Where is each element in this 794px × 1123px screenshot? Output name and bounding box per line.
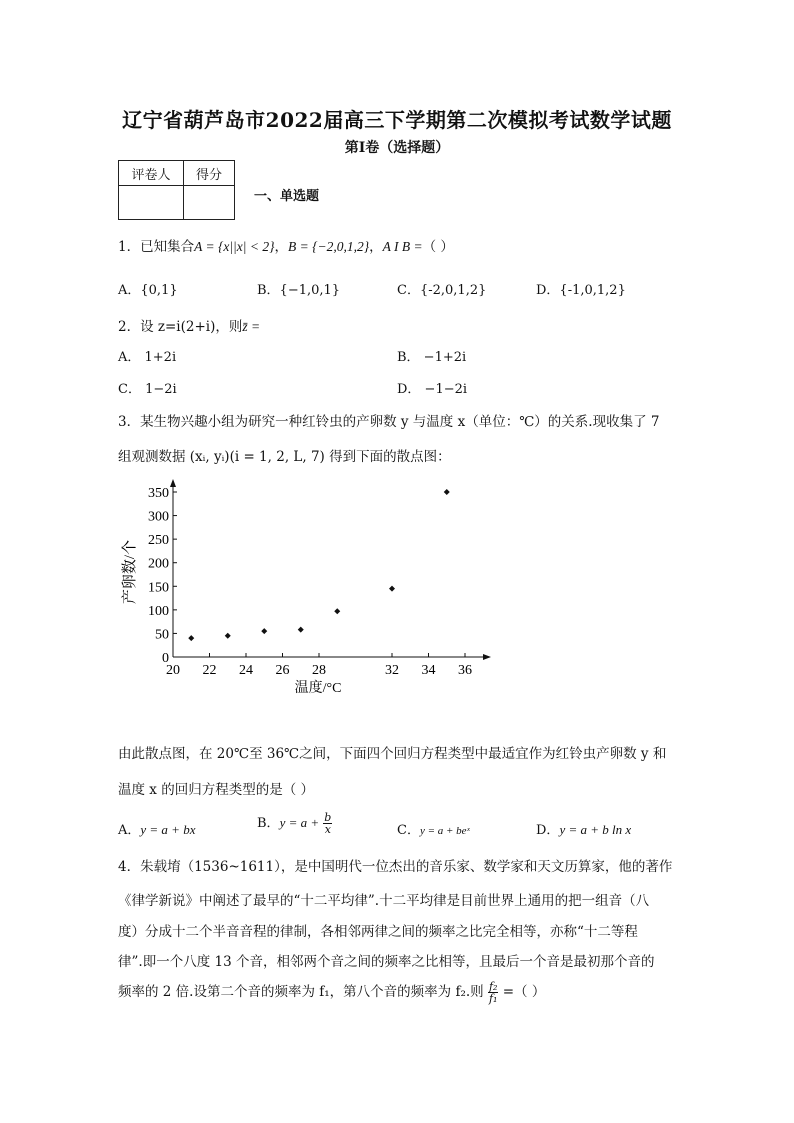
scatter-point <box>298 627 304 633</box>
q3-option-b-numerator: b <box>324 811 332 824</box>
q3-option-d-label: D． <box>536 823 560 838</box>
q3-after-line-2: 温度 x 的回归方程类型的是（ ） <box>118 782 314 798</box>
x-tick-label: 32 <box>385 663 399 678</box>
y-tick-label: 200 <box>148 556 169 572</box>
scatter-point <box>444 489 450 495</box>
x-axis-label: 温度/°C <box>294 681 342 696</box>
y-tick-label: 250 <box>148 533 169 549</box>
q3-option-c-formula: y = a + beˣ <box>419 825 470 837</box>
q3-option-b-formula: y = a + <box>279 815 320 830</box>
q3-option-b-denominator: x <box>324 823 331 836</box>
q1-label: 1．已知集合 <box>118 239 195 255</box>
y-axis-label: 产卵数/个 <box>122 539 138 605</box>
scatter-point <box>188 635 194 641</box>
q4-line-5 <box>118 980 545 1004</box>
q4-line-1: 4．朱载堉（1536~1611），是中国明代一位杰出的音乐家、数学家和天文历算家，他的著作 <box>118 859 673 875</box>
x-tick-label: 34 <box>421 663 436 678</box>
q3-line-1: 3．某生物兴趣小组为研究一种红铃虫的产卵数 y 与温度 x（单位：℃）的关系.现收集了 7 <box>118 414 660 430</box>
q1-option-a: A．{0,1} <box>118 283 178 298</box>
q1-set-b: B = {−2,0,1,2} <box>287 239 370 254</box>
x-tick-label: 20 <box>166 663 180 678</box>
x-axis-arrow <box>483 654 491 660</box>
q2-option-c: C． 1−2i <box>118 382 177 397</box>
q2-option-b: B． −1+2i <box>397 350 467 365</box>
score-table-score-header: 得分 <box>184 161 235 186</box>
q3-option-d-formula: y = a + b ln x <box>559 822 632 837</box>
q1-option-c: C．{-2,0,1,2} <box>397 283 487 298</box>
q3-option-a-label: A． <box>118 823 141 838</box>
q3-option-d <box>536 819 631 838</box>
q4-line-2: 《律学新说》中阐述了最早的“十二平均律”.十二平均律是目前世界上通用的把一组音（八 <box>118 893 650 909</box>
q1-expr: A I B = <box>382 239 423 254</box>
q3-option-b-fraction <box>323 812 332 835</box>
score-table-score-cell <box>184 186 235 220</box>
x-tick-label: 26 <box>275 663 290 678</box>
q3-option-c <box>397 819 470 838</box>
score-table <box>118 160 235 220</box>
x-tick-label: 28 <box>312 663 326 678</box>
scatter-point <box>225 633 231 639</box>
score-table-grader-header: 评卷人 <box>119 161 184 186</box>
y-tick-label: 300 <box>148 509 169 525</box>
q4-ratio-denominator: f₁ <box>488 992 498 1005</box>
q2-stem <box>118 315 260 335</box>
q4-line-4: 律”.即一个八度 13 个音，相邻两个音之间的频率之比相等，且最后一个音是最初那个音的 <box>118 954 655 970</box>
exam-subtitle: 第I卷（选择题） <box>344 140 450 156</box>
x-tick-label: 22 <box>202 663 217 678</box>
q3-option-c-label: C． <box>397 823 420 838</box>
q4-line-3: 度）分成十二个半音音程的律制，各相邻两律之间的频率之比完全相等，亦称“十二等程 <box>118 924 638 940</box>
scatter-point <box>334 608 340 614</box>
scatter-point <box>261 628 267 634</box>
q1-option-d: D．{-1,0,1,2} <box>536 283 626 298</box>
q4-ratio-numerator: f₂ <box>488 980 498 993</box>
q3-option-a <box>118 819 195 838</box>
q4-line-5-text: 频率的 2 倍.设第二个音的频率为 f₁，第八个音的频率为 f₂.则 <box>118 984 484 1000</box>
q4-ratio-fraction <box>488 981 498 1004</box>
y-tick-label: 50 <box>155 627 169 643</box>
q2-option-a: A． 1+2i <box>118 350 177 365</box>
y-tick-label: 100 <box>148 603 169 619</box>
q3-option-a-formula: y = a + bx <box>140 822 196 837</box>
score-table-grader-cell <box>119 186 184 220</box>
q3-option-b <box>257 812 332 835</box>
q1-stem: 1．已知集合A = {x||x| < 2}，B = {−2,0,1,2}，A I B =（ ） <box>118 239 454 255</box>
y-tick-label: 150 <box>148 580 169 596</box>
q4-blank: =（ ） <box>502 984 546 1000</box>
q1-set-a: A = {x||x| < 2} <box>194 239 275 254</box>
scatter-point <box>389 586 395 592</box>
q3-after-line-1: 由此散点图，在 20℃至 36℃之间，下面四个回归方程类型中最适宜作为红铃虫产卵数 y 和 <box>118 746 667 762</box>
x-tick-label: 36 <box>458 663 472 678</box>
y-axis-arrow <box>170 479 176 487</box>
section-heading: 一、单选题 <box>254 189 320 204</box>
q1-option-b: B．{−1,0,1} <box>257 283 341 298</box>
q2-option-d: D． −1−2i <box>397 382 468 397</box>
exam-title: 辽宁省葫芦岛市2022届高三下学期第二次模拟考试数学试题 <box>122 108 672 132</box>
q2-label: 2．设 z=i(2+i)，则 <box>118 319 243 335</box>
q3-option-b-label: B． <box>257 816 280 831</box>
q3-line-2: 组观测数据 (xᵢ, yᵢ)(i = 1, 2, L, 7) 得到下面的散点图： <box>118 449 451 465</box>
q2-zbar: z̄ = <box>242 319 261 334</box>
x-tick-label: 24 <box>239 663 253 678</box>
y-tick-label: 350 <box>148 486 169 501</box>
q1-blank: （ ） <box>422 239 454 255</box>
y-tick-label: 0 <box>162 651 169 666</box>
scatter-chart <box>118 478 518 700</box>
